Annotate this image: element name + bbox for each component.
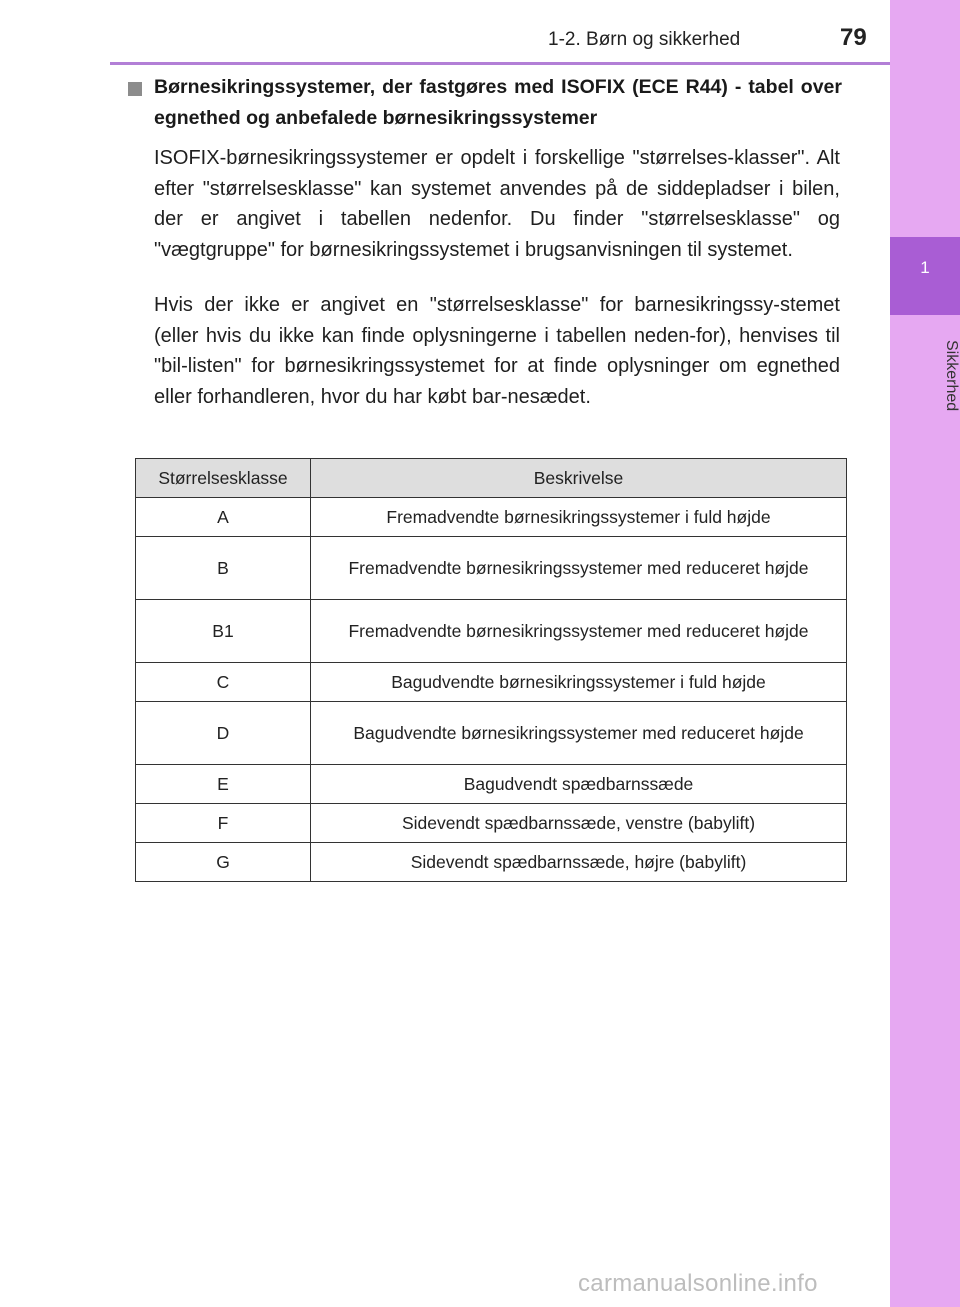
chapter-sidebar xyxy=(890,0,960,1307)
size-cell: C xyxy=(136,663,311,702)
square-bullet-icon xyxy=(128,82,142,96)
table-row xyxy=(136,600,847,663)
description-cell: Fremadvendte børnesikringssystemer i fuld højde xyxy=(311,498,847,537)
table-row xyxy=(136,804,847,843)
size-cell: D xyxy=(136,702,311,765)
column-header-description: Beskrivelse xyxy=(311,459,847,498)
size-cell: B1 xyxy=(136,600,311,663)
description-cell: Fremadvendte børnesikringssystemer med reduceret højde xyxy=(311,600,847,663)
body-paragraph-1: ISOFIX-børnesikringssystemer er opdelt i forskellige "størrelses-klasser". Alt efter "størrelsesklasse" kan systemet anvendes på de siddepladser i bilen, der er angivet i tabellen nedenfor. Du finder "størrelsesklasse" og "vægtgruppe" for børnesikringssystemet i brugsanvisningen til systemet. xyxy=(154,147,840,261)
body-paragraph-2: Hvis der ikke er angivet en "størrelsesklasse" for barnesikringssy-stemet (eller hvis du ikke kan finde oplysningerne i tabellen neden-for), henvises til "bil-listen" for børnesikringssystemet for at finde oplysninger om egnethed eller forhandleren, hvor du har købt bar-nesædet. xyxy=(154,294,840,408)
size-cell: B xyxy=(136,537,311,600)
table-row xyxy=(136,765,847,804)
table-row xyxy=(136,702,847,765)
size-cell: A xyxy=(136,498,311,537)
description-cell: Bagudvendt spædbarnssæde xyxy=(311,765,847,804)
header-divider xyxy=(110,62,890,65)
page-number: 79 xyxy=(840,24,867,51)
table-row xyxy=(136,843,847,882)
column-header-size: Størrelsesklasse xyxy=(136,459,311,498)
table-header-row xyxy=(136,459,847,498)
header-section-title: 1-2. Børn og sikkerhed xyxy=(548,29,741,50)
table-row xyxy=(136,537,847,600)
section-heading: Børnesikringssystemer, der fastgøres med ISOFIX (ECE R44) - tabel over egnethed og anbefalede børnesikringssystemer xyxy=(154,76,842,129)
size-cell: F xyxy=(136,804,311,843)
description-cell: Sidevendt spædbarnssæde, venstre (babylift) xyxy=(311,804,847,843)
size-cell: E xyxy=(136,765,311,804)
size-cell: G xyxy=(136,843,311,882)
chapter-number: 1 xyxy=(920,258,930,277)
table-row xyxy=(136,663,847,702)
description-cell: Bagudvendte børnesikringssystemer med reduceret højde xyxy=(311,702,847,765)
description-cell: Sidevendt spædbarnssæde, højre (babylift) xyxy=(311,843,847,882)
size-class-table xyxy=(135,458,847,882)
section-label: Sikkerhed xyxy=(943,340,960,412)
table-row xyxy=(136,498,847,537)
watermark: carmanualsonline.info xyxy=(578,1270,818,1297)
description-cell: Bagudvendte børnesikringssystemer i fuld højde xyxy=(311,663,847,702)
description-cell: Fremadvendte børnesikringssystemer med reduceret højde xyxy=(311,537,847,600)
